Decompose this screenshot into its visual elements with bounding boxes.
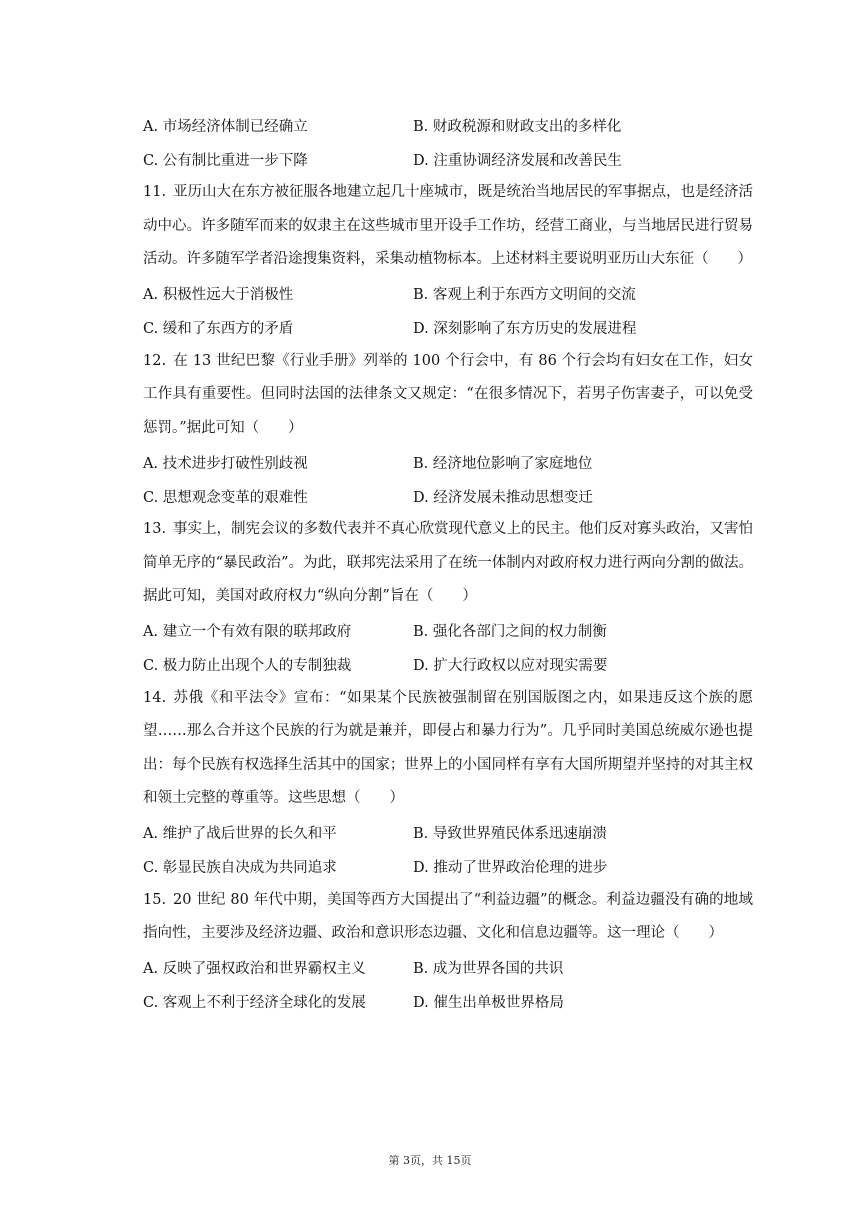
page-content [143,108,753,1019]
option-c: C. 思想观念变革的艰难性 [143,489,308,506]
option-row [143,479,753,513]
question-text: 事实上，制宪会议的多数代表并不真心欣赏现代意义上的民主。他们反对寡头政治，又害怕简单无序的“暴民政治”。为此，联邦宪法采用了在统一体制内对政府权力进行两向分割的做法。据此可知，美国对政府权力“纵向分割”旨在（ ） [143,521,753,604]
option-b: B. 成为世界各国的共识 [413,961,564,977]
question-number: 11. [143,184,167,200]
option-b: B. 导致世界殖民体系迅速崩溃 [413,826,607,842]
question-stem [143,176,753,277]
question-text: 20 世纪 80 年代中期，美国等西方大国提出了“利益边疆”的概念。利益边疆没有确的地域指向性，主要涉及经济边疆、政治和意识形态边疆、文化和信息边疆等。这一理论（ ） [143,891,753,941]
question-number: 14. [143,689,167,706]
option-a: A. 建立一个有效有限的联邦政府 [143,624,352,640]
question-text: 亚历山大在东方被征服各地建立起几十座城市，既是统治当地居民的军事据点，也是经济活动中心。许多随军而来的奴隶主在这些城市里开设手工作坊，经营工商业，与当地居民进行贸易活动。许多随军学者沿途搜集资料，采集动植物标本。上述材料主要说明亚历山大东征（ ） [143,184,753,267]
option-b: B. 经济地位影响了家庭地位 [413,455,593,472]
option-c: C. 客观上不利于经济全球化的发展 [143,995,366,1011]
option-d: D. 扩大行政权以应对现实需要 [413,658,608,674]
option-d: D. 催生出单极世界格局 [413,995,564,1011]
option-row [143,108,753,142]
question-number: 12. [143,352,167,369]
option-a: A. 维护了战后世界的长久和平 [143,826,337,842]
option-c: C. 彰显民族自决成为共同追求 [143,860,337,876]
option-row [143,311,753,345]
option-c: C. 缓和了东西方的矛盾 [143,321,294,337]
question-stem [143,513,753,614]
option-row [143,850,753,884]
option-row [143,277,753,311]
question-stem [143,884,753,951]
option-d: D. 推动了世界政治伦理的进步 [413,860,608,876]
question-text: 在 13 世纪巴黎《行业手册》列举的 100 个行会中，有 86 个行会均有妇女在工作，妇女工作具有重要性。但同时法国的法律条文又规定：“在很多情况下，若男子伤害妻子，可以免受惩罚。”据此可知（ ） [143,352,753,436]
option-d: D. 经济发展未推动思想变迁 [413,489,593,506]
page-footer: 第 3页，共 15页 [388,1154,472,1167]
option-b: B. 客观上利于东西方文明间的交流 [413,287,636,303]
option-b: B. 财政税源和财政支出的多样化 [413,118,622,135]
option-row [143,951,753,985]
option-c: C. 极力防止出现个人的专制独裁 [143,658,352,674]
option-row [143,816,753,850]
option-d: D. 注重协调经济发展和改善民生 [413,152,622,169]
option-a: A. 技术进步打破性别歧视 [143,455,308,472]
option-c: C. 公有制比重进一步下降 [143,152,308,169]
option-row [143,614,753,648]
option-b: B. 强化各部门之间的权力制衡 [413,624,607,640]
option-row [143,445,753,479]
option-d: D. 深刻影响了东方历史的发展进程 [413,321,637,337]
option-row [143,648,753,682]
question-stem [143,682,753,816]
question-number: 15. [143,891,167,908]
question-text: 苏俄《和平法令》宣布：“如果某个民族被强制留在别国版图之内，如果违反这个族的愿望……那么合并这个民族的行为就是兼并，即侵占和暴力行为”。几乎同时美国总统威尔逊也提出：每个民族有权选择生活其中的国家；世界上的小国同样有享有大国所期望并坚持的对其主权和领土完整的尊重等。这些思想（ ） [143,689,753,806]
question-stem [143,345,753,446]
option-a: A. 反映了强权政治和世界霸权主义 [143,961,366,977]
question-number: 13. [143,521,167,537]
option-row [143,985,753,1019]
option-row [143,142,753,176]
option-a: A. 积极性远大于消极性 [143,287,294,303]
option-a: A. 市场经济体制已经确立 [143,118,308,135]
